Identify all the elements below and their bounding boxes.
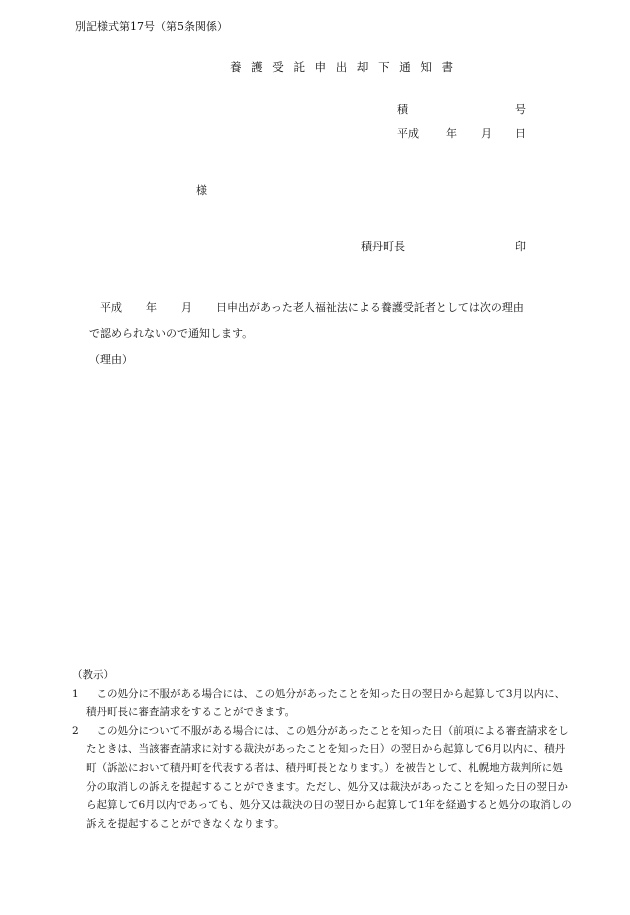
notice-item <box>72 685 572 722</box>
notice-item-number: 1 <box>72 687 79 700</box>
notice-item <box>72 722 572 834</box>
body-month: 月 <box>181 301 192 314</box>
issue-date-year: 年 <box>446 127 457 140</box>
notice-item-text: この処分について不服がある場合には、この処分があったことを知った日（前項による審査請求をしたときは、当該審査請求に対する裁決があったことを知った日）の翌日から起算して6月以内に、積丹町（訴訟において積丹町を代表する者は、積丹町長となります。）を被告として、札幌地方裁判所に処分の取消しの訴えを提起することができます。ただし、処分又は裁決があったことを知った日の翌日から起算して6月以内であっても、処分又は裁決の日の翌日から起算して1年を経過すると処分の取消しの訴えを提起することができなくなります。 <box>86 724 572 830</box>
issue-date-era: 平成 <box>397 127 419 140</box>
body-line-1 <box>100 297 570 319</box>
body-line-2: で認められないので通知します。 <box>89 327 254 340</box>
reference-prefix: 積 <box>397 103 408 116</box>
issue-date-day: 日 <box>515 127 526 140</box>
body-text: 日申出があった老人福祉法による養護受託者としては次の理由 <box>216 301 524 314</box>
document-title: 養 護 受 託 申 出 却 下 通 知 書 <box>230 60 457 74</box>
issuer-seal: 印 <box>515 240 526 253</box>
issue-date-month: 月 <box>481 127 492 140</box>
issuer-name: 積丹町長 <box>361 240 405 253</box>
notice-heading: （教示） <box>72 669 114 681</box>
reference-suffix: 号 <box>515 103 526 116</box>
notice-item-number: 2 <box>72 724 79 737</box>
notice-section <box>72 666 572 833</box>
body-year: 年 <box>146 301 157 314</box>
addressee-suffix: 様 <box>196 184 207 197</box>
form-number: 別記様式第17号（第5条関係） <box>75 20 228 33</box>
body-era: 平成 <box>100 301 122 314</box>
reason-label: （理由） <box>89 353 133 366</box>
notice-item-text: この処分に不服がある場合には、この処分があったことを知った日の翌日から起算して3月以内に、積丹町長に審査請求をすることができます。 <box>86 687 566 719</box>
